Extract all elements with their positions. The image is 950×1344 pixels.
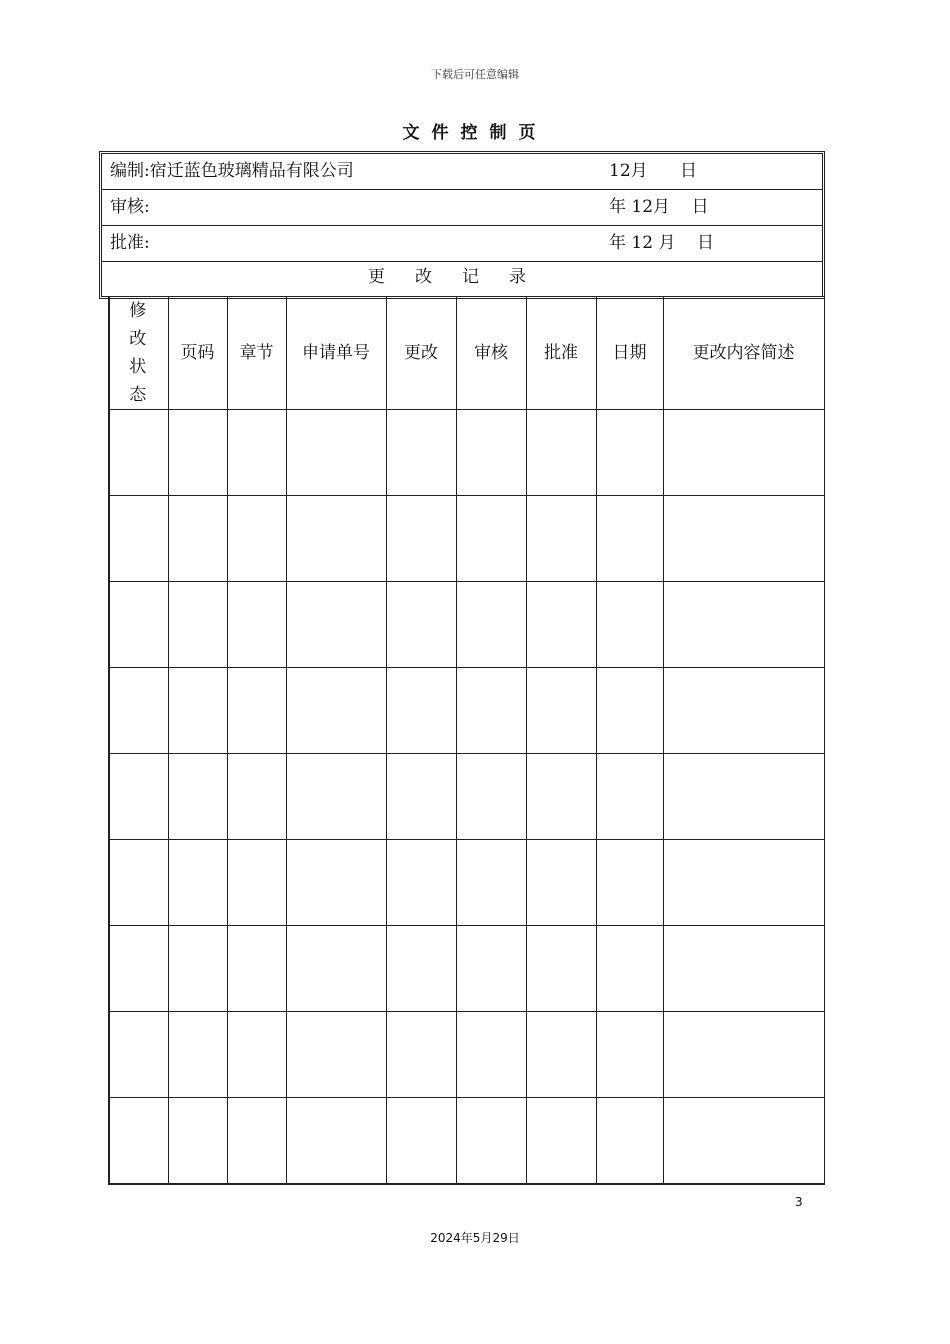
approved-label: 批准: — [110, 233, 150, 253]
table-cell[interactable] — [526, 410, 596, 496]
table-cell[interactable] — [596, 926, 663, 1012]
table-cell[interactable] — [456, 754, 526, 840]
table-cell[interactable] — [663, 754, 824, 840]
reviewed-date: 年 12月 日 — [609, 197, 709, 217]
reviewed-label: 审核: — [110, 197, 150, 217]
table-cell[interactable] — [227, 582, 286, 668]
table-cell[interactable] — [286, 496, 386, 582]
table-cell[interactable] — [109, 926, 168, 1012]
table-cell[interactable] — [386, 582, 456, 668]
table-cell[interactable] — [596, 1012, 663, 1098]
table-header-row — [109, 297, 824, 410]
table-cell[interactable] — [168, 410, 227, 496]
header-request-number: 申请单号 — [286, 297, 386, 410]
table-row — [109, 410, 824, 496]
table-cell[interactable] — [109, 1012, 168, 1098]
table-cell[interactable] — [386, 1012, 456, 1098]
table-cell[interactable] — [227, 496, 286, 582]
table-row — [109, 926, 824, 1012]
table-cell[interactable] — [168, 668, 227, 754]
header-chapter: 章节 — [227, 297, 286, 410]
table-cell[interactable] — [386, 668, 456, 754]
watermark-text: 下载后可任意编辑 — [431, 68, 519, 81]
table-cell[interactable] — [168, 754, 227, 840]
table-cell[interactable] — [227, 410, 286, 496]
table-cell[interactable] — [168, 1098, 227, 1185]
table-cell[interactable] — [663, 1098, 824, 1185]
table-cell[interactable] — [526, 840, 596, 926]
table-cell[interactable] — [456, 582, 526, 668]
table-cell[interactable] — [456, 496, 526, 582]
table-row — [109, 668, 824, 754]
table-cell[interactable] — [386, 754, 456, 840]
table-cell[interactable] — [227, 668, 286, 754]
table-cell[interactable] — [596, 754, 663, 840]
table-cell[interactable] — [526, 582, 596, 668]
table-cell[interactable] — [168, 840, 227, 926]
table-cell[interactable] — [286, 1098, 386, 1185]
table-cell[interactable] — [526, 668, 596, 754]
table-cell[interactable] — [286, 410, 386, 496]
header-changed-by: 更改 — [386, 297, 456, 410]
table-cell[interactable] — [286, 1012, 386, 1098]
table-cell[interactable] — [456, 1012, 526, 1098]
table-cell[interactable] — [168, 582, 227, 668]
table-cell[interactable] — [109, 410, 168, 496]
table-cell[interactable] — [596, 668, 663, 754]
table-cell[interactable] — [168, 1012, 227, 1098]
table-cell[interactable] — [109, 668, 168, 754]
table-row — [109, 1098, 824, 1185]
approved-date: 年 12 月 日 — [609, 233, 715, 253]
table-cell[interactable] — [227, 926, 286, 1012]
header-reviewed-by: 审核 — [456, 297, 526, 410]
table-cell[interactable] — [386, 840, 456, 926]
table-row — [109, 496, 824, 582]
table-cell[interactable] — [596, 496, 663, 582]
revision-record-table — [108, 296, 825, 1185]
header-page: 页码 — [168, 297, 227, 410]
table-cell[interactable] — [456, 668, 526, 754]
table-cell[interactable] — [663, 582, 824, 668]
table-cell[interactable] — [596, 582, 663, 668]
footer-date: 2024年5月29日 — [430, 1231, 520, 1245]
table-cell[interactable] — [663, 926, 824, 1012]
table-cell[interactable] — [286, 668, 386, 754]
header-change-summary: 更改内容简述 — [663, 297, 824, 410]
table-row — [109, 1012, 824, 1098]
table-row — [109, 840, 824, 926]
table-cell[interactable] — [286, 754, 386, 840]
table-cell[interactable] — [227, 754, 286, 840]
header-revision-status: 修改状态 — [109, 297, 168, 410]
table-cell[interactable] — [168, 926, 227, 1012]
section-title: 更改记录 — [368, 267, 556, 287]
table-cell[interactable] — [526, 1098, 596, 1185]
compiled-label: 编制:宿迁蓝色玻璃精品有限公司 — [110, 161, 354, 181]
table-cell[interactable] — [386, 1098, 456, 1185]
table-cell[interactable] — [663, 840, 824, 926]
table-cell[interactable] — [227, 1098, 286, 1185]
table-cell[interactable] — [596, 1098, 663, 1185]
table-cell[interactable] — [109, 754, 168, 840]
table-cell[interactable] — [286, 926, 386, 1012]
header-date: 日期 — [596, 297, 663, 410]
table-cell[interactable] — [109, 840, 168, 926]
table-cell[interactable] — [663, 1012, 824, 1098]
table-cell[interactable] — [227, 840, 286, 926]
table-row — [109, 582, 824, 668]
document-title: 文件控制页 — [402, 123, 548, 143]
table-cell[interactable] — [286, 840, 386, 926]
header-approved-by: 批准 — [526, 297, 596, 410]
table-cell[interactable] — [109, 1098, 168, 1185]
table-cell[interactable] — [386, 496, 456, 582]
table-cell[interactable] — [526, 1012, 596, 1098]
compiled-row — [102, 154, 822, 190]
table-cell[interactable] — [227, 1012, 286, 1098]
table-cell[interactable] — [386, 926, 456, 1012]
table-cell[interactable] — [596, 410, 663, 496]
table-cell[interactable] — [663, 410, 824, 496]
table-cell[interactable] — [286, 582, 386, 668]
table-cell[interactable] — [663, 496, 824, 582]
table-cell[interactable] — [109, 496, 168, 582]
table-cell[interactable] — [168, 496, 227, 582]
table-row — [109, 754, 824, 840]
page-number: 3 — [795, 1195, 803, 1209]
table-cell[interactable] — [526, 926, 596, 1012]
table-cell[interactable] — [526, 496, 596, 582]
table-cell[interactable] — [663, 668, 824, 754]
table-cell[interactable] — [456, 840, 526, 926]
table-cell[interactable] — [456, 926, 526, 1012]
reviewed-row — [102, 190, 822, 226]
approval-header-block — [101, 153, 823, 297]
approved-row — [102, 226, 822, 262]
table-cell[interactable] — [456, 410, 526, 496]
table-cell[interactable] — [386, 410, 456, 496]
table-cell[interactable] — [526, 754, 596, 840]
table-cell[interactable] — [456, 1098, 526, 1185]
table-cell[interactable] — [109, 582, 168, 668]
table-cell[interactable] — [596, 840, 663, 926]
compiled-date: 12月 日 — [609, 161, 698, 181]
